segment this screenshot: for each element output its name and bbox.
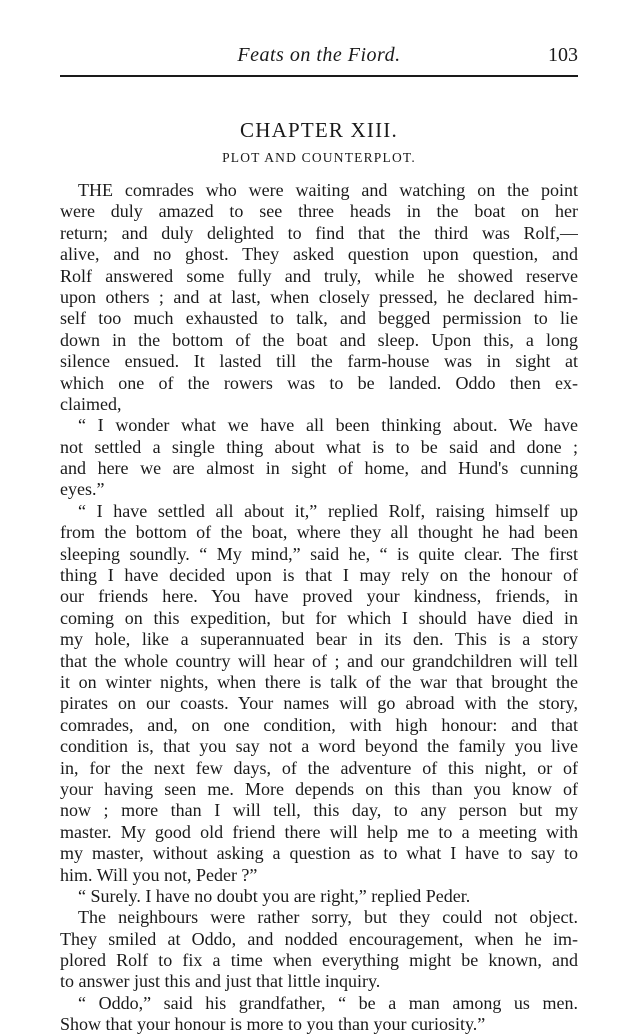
text-line: claimed, [60, 393, 122, 414]
text-line: to answer just this and just that little inquiry. [60, 971, 381, 992]
text-line: it on winter nights, when there is talk of the war that brought the [60, 671, 578, 692]
text-line: my master, without asking a question as to what I have to say to [60, 843, 578, 864]
text-line: pirates on our coasts. Your names will go abroad with the story, [60, 693, 578, 714]
text-line: “ I wonder what we have all been thinking about. We have [78, 415, 578, 436]
text-line: “ Surely. I have no doubt you are right,” replied Peder. [78, 885, 471, 906]
text-line: master. My good old friend there will help me to a meeting with [60, 821, 578, 842]
text-line: silence ensued. It lasted till the farm-house was in sight at [60, 351, 578, 372]
text-line: which one of the rowers was to be landed. Oddo then ex- [60, 372, 578, 393]
text-line: down in the bottom of the boat and sleep. Upon this, a long [60, 329, 578, 350]
text-line: my hole, like a superannuated bear in its den. This is a story [60, 629, 578, 650]
text-line: Rolf answered some fully and truly, while he showed reserve [60, 265, 578, 286]
text-line: that the whole country will hear of ; and our grandchildren will tell [60, 650, 578, 671]
chapter-subtitle: PLOT AND COUNTERPLOT. [222, 150, 416, 165]
text-line: thing I have decided upon is that I may rely on the honour of [60, 565, 578, 586]
text-line: comrades, and, on one condition, with high honour: and that [60, 714, 578, 735]
header-rule [60, 75, 578, 77]
text-line: return; and duly delighted to find that the third was Rolf,— [60, 222, 578, 243]
text-line: from the bottom of the boat, where they all thought he had been [60, 522, 578, 543]
text-line: him. Will you not, Peder ?” [60, 864, 258, 885]
chapter-title: CHAPTER XIII. [240, 118, 398, 142]
text-line: The neighbours were rather sorry, but they could not object. [78, 907, 578, 928]
text-line: sleeping soundly. “ My mind,” said he, “ is quite clear. The first [60, 543, 578, 564]
page-number: 103 [548, 44, 578, 66]
text-line: Show that your honour is more to you than your curiosity.” [60, 1014, 486, 1035]
chapter-body [60, 180, 578, 1036]
text-line: your having seen me. More depends on this than you know of [60, 778, 578, 799]
text-line: eyes.” [60, 479, 105, 500]
running-title: Feats on the Fiord. [237, 44, 401, 66]
text-line: now ; more than I will tell, this day, to any person but my [60, 800, 578, 821]
text-line: and here we are almost in sight of home, and Hund's cunning [60, 458, 578, 479]
text-line: THE comrades who were waiting and watching on the point [78, 180, 578, 200]
text-line: self too much exhausted to talk, and begged permission to lie [60, 308, 578, 329]
text-line: in, for the next few days, of the adventure of this night, or of [60, 757, 578, 778]
text-line: They smiled at Oddo, and nodded encouragement, when he im- [60, 928, 578, 949]
running-head [60, 40, 578, 72]
text-line: plored Rolf to fix a time when everything might be known, and [60, 950, 578, 971]
text-line: “ Oddo,” said his grandfather, “ be a man among us men. [78, 992, 578, 1013]
text-line: our friends here. You have proved your kindness, friends, in [60, 586, 578, 607]
text-line: upon others ; and at last, when closely pressed, he declared him- [60, 286, 578, 307]
text-line: were duly amazed to see three heads in the boat on her [60, 201, 578, 222]
text-line: alive, and no ghost. They asked question upon question, and [60, 244, 578, 265]
text-line: not settled a single thing about what is to be said and done ; [60, 436, 578, 457]
text-line: condition is, that you say not a word beyond the family you live [60, 736, 578, 757]
text-line: “ I have settled all about it,” replied Rolf, raising himself up [78, 500, 578, 521]
text-line: coming on this expedition, but for which I should have died in [60, 607, 578, 628]
